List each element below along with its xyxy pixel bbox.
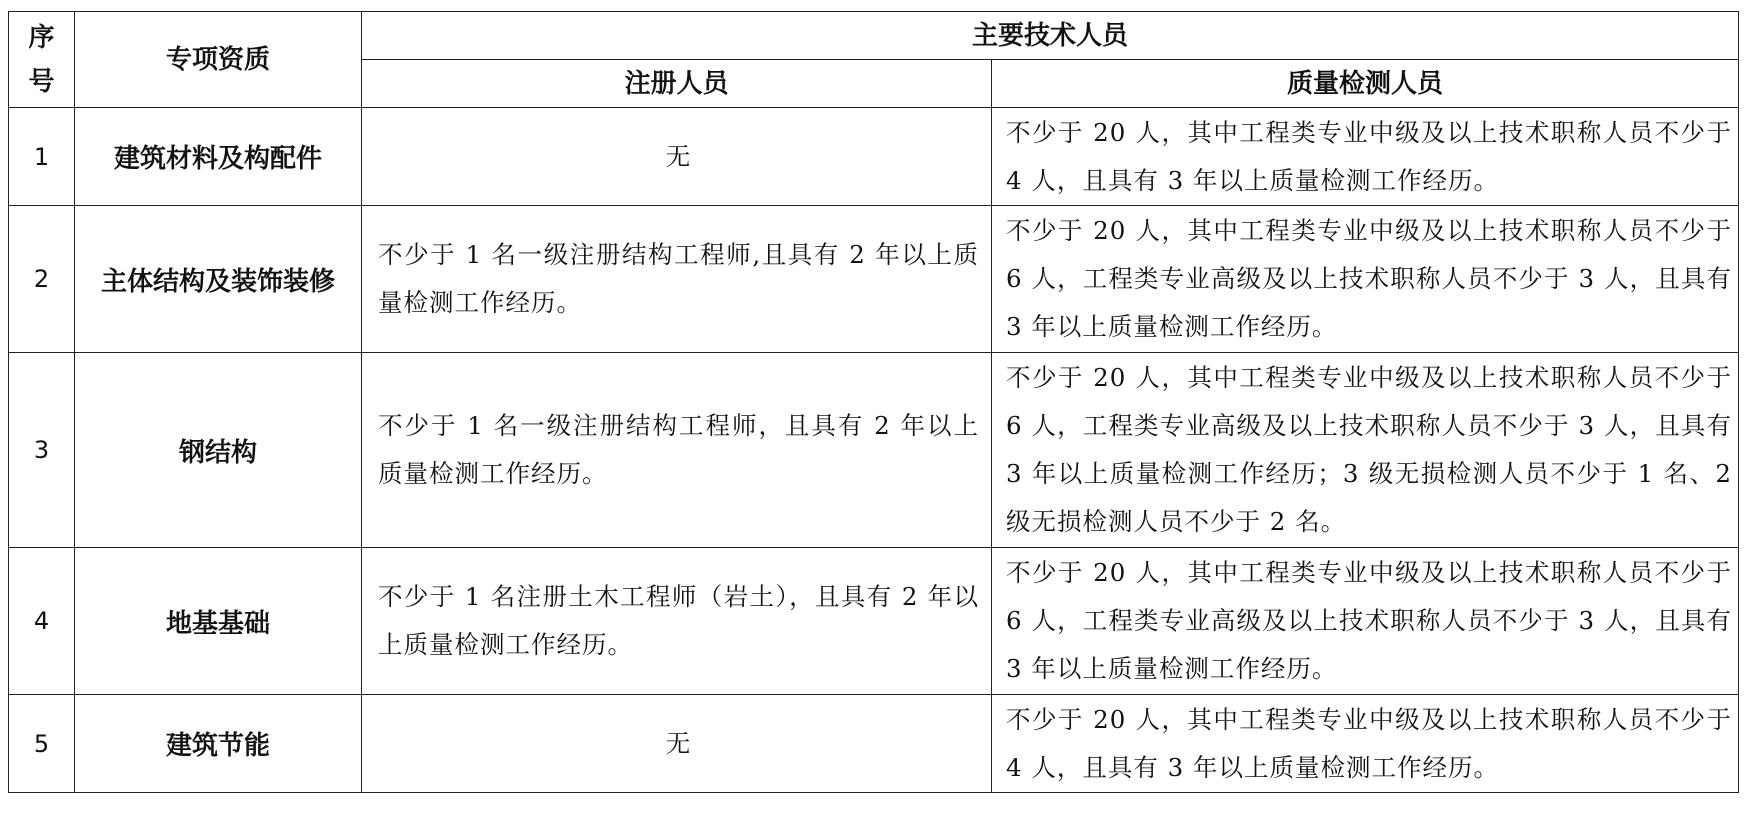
row-inspection: 不少于 20 人，其中工程类专业中级及以上技术职称人员不少于 4 人，且具有 3 年以上质量检测工作经历。 xyxy=(992,695,1739,793)
header-seq xyxy=(9,12,75,108)
header-seq-line-1: 序 xyxy=(28,22,55,53)
table-row xyxy=(9,206,1739,353)
row-seq: 4 xyxy=(9,548,75,695)
row-inspection: 不少于 20 人，其中工程类专业中级及以上技术职称人员不少于 6 人，工程类专业高级及以上技术职称人员不少于 3 人，且具有 3 年以上质量检测工作经历；3 级无损检测人员不少于 1 名、2 级无损检测人员不少于 2 名。 xyxy=(992,353,1739,548)
qualification-table xyxy=(8,11,1739,793)
header-inspection: 质量检测人员 xyxy=(992,60,1739,108)
table-row xyxy=(9,548,1739,695)
table-row xyxy=(9,353,1739,548)
row-seq: 5 xyxy=(9,695,75,793)
row-qualification: 主体结构及装饰装修 xyxy=(75,206,362,353)
row-qualification: 钢结构 xyxy=(75,353,362,548)
row-inspection: 不少于 20 人，其中工程类专业中级及以上技术职称人员不少于 6 人，工程类专业高级及以上技术职称人员不少于 3 人，且具有 3 年以上质量检测工作经历。 xyxy=(992,206,1739,353)
row-qualification: 建筑节能 xyxy=(75,695,362,793)
row-seq: 2 xyxy=(9,206,75,353)
table-row xyxy=(9,108,1739,206)
row-registered: 无 xyxy=(362,108,992,206)
row-inspection: 不少于 20 人，其中工程类专业中级及以上技术职称人员不少于 4 人，且具有 3 年以上质量检测工作经历。 xyxy=(992,108,1739,206)
table-row xyxy=(9,695,1739,793)
row-registered: 不少于 1 名一级注册结构工程师，且具有 2 年以上质量检测工作经历。 xyxy=(362,353,992,548)
header-seq-line-2: 号 xyxy=(28,66,55,97)
row-seq: 1 xyxy=(9,108,75,206)
row-qualification: 地基基础 xyxy=(75,548,362,695)
row-registered: 不少于 1 名注册土木工程师（岩土），且具有 2 年以上质量检测工作经历。 xyxy=(362,548,992,695)
row-registered: 无 xyxy=(362,695,992,793)
row-qualification: 建筑材料及构配件 xyxy=(75,108,362,206)
row-inspection: 不少于 20 人，其中工程类专业中级及以上技术职称人员不少于 6 人，工程类专业高级及以上技术职称人员不少于 3 人，且具有 3 年以上质量检测工作经历。 xyxy=(992,548,1739,695)
header-staff-group: 主要技术人员 xyxy=(362,12,1739,60)
qualification-requirements-document xyxy=(8,11,1739,793)
header-qualification: 专项资质 xyxy=(75,12,362,108)
row-registered: 不少于 1 名一级注册结构工程师,且具有 2 年以上质量检测工作经历。 xyxy=(362,206,992,353)
header-registered: 注册人员 xyxy=(362,60,992,108)
row-seq: 3 xyxy=(9,353,75,548)
